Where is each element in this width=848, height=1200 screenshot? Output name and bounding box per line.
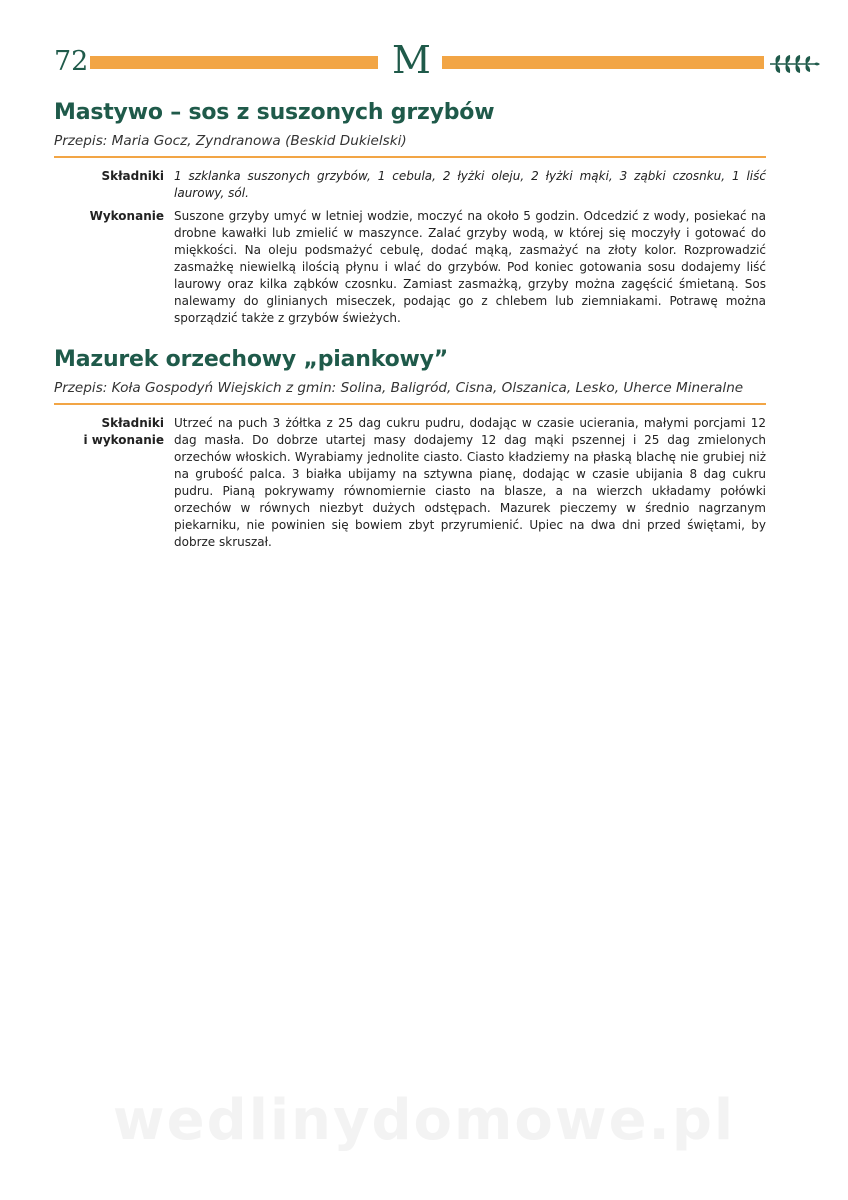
ingredients-method-row: [54, 415, 766, 551]
ingredients-label: Składniki: [101, 169, 164, 183]
label-line-1: Składniki: [101, 416, 164, 430]
label-line-2: i wykonanie: [83, 433, 164, 447]
page-number: 72: [54, 46, 89, 77]
method-text: Suszone grzyby umyć w letniej wodzie, moczyć na około 5 godzin. Odcedzić z wody, posiekać na drobne kawałki lub zmielić w maszynce. Zalać grzyby wodą, w której się moczyły i gotować do miękkości. Na oleju podsmażyć cebulę, dodać mąką, zasmażyć na złoty kolor. Rozprowadzić zasmażkę niewielką ilością płynu i wlać do grzybów. Pod koniec gotowania sosu dodajemy liść laurowy oraz kilka ząbków czosnku. Zamiast zasmażką, grzyby można zagęścić śmietaną. Sos nalewamy do glinianych miseczek, podając go z chlebem lub ziemniakami. Potrawę można sporządzić także z grzybów świeżych.: [174, 209, 766, 325]
method-row: [54, 208, 766, 327]
ingredients-method-label: [54, 415, 174, 551]
recipe-title: Mazurek orzechowy „piankowy”: [54, 347, 449, 372]
page-header: [0, 38, 848, 82]
recipe-mastywo: [54, 98, 766, 327]
recipe-title: Mastywo – sos z suszonych grzybów: [54, 100, 495, 125]
wheat-ear-logo-icon: [768, 52, 822, 74]
ingredients-text: 1 szklanka suszonych grzybów, 1 cebula, 2 łyżki oleju, 2 łyżki mąki, 3 ząbki czosnku, 1 liść laurowy, sól.: [174, 169, 766, 200]
recipe-mazurek: [54, 345, 766, 551]
watermark: wedlinydomowe.pl: [112, 1088, 736, 1153]
recipe-source: Przepis: Koła Gospodyń Wiejskich z gmin: Solina, Baligród, Cisna, Olszanica, Lesko, Uherce Mineralne: [54, 378, 766, 405]
method-label: Wykonanie: [89, 209, 164, 223]
ingredients-method-text: Utrzeć na puch 3 żółtka z 25 dag cukru pudru, dodając w czasie ucierania, małymi porcjami 12 dag masła. Do dobrze utartej masy dodajemy 12 dag mąki pszennej i 25 dag zmielonych orzechów włoskich. Wyrabiamy jednolite ciasto. Ciasto kładziemy na płaską blachę nie grubiej niż na grubość palca. 3 białka ubijamy na sztywna pianę, dodając w czasie ubijania 8 dag cukru pudru. Pianą pokrywamy równomiernie ciasto na blasze, a na wierzch układamy połówki orzechów w równych niezbyt dużych odstępach. Mazurek pieczemy w średnio nagrzanym piekarniku, nie powinien się bowiem zbyt przyrumienić. Upiec na dwa dni przed świętami, by dobrze skruszał.: [174, 416, 766, 549]
header-bar-right: [442, 56, 764, 69]
header-bar-left: [90, 56, 378, 69]
ingredients-row: [54, 168, 766, 202]
section-letter: M: [392, 38, 431, 82]
recipe-source: Przepis: Maria Gocz, Zyndranowa (Beskid Dukielski): [54, 131, 766, 158]
